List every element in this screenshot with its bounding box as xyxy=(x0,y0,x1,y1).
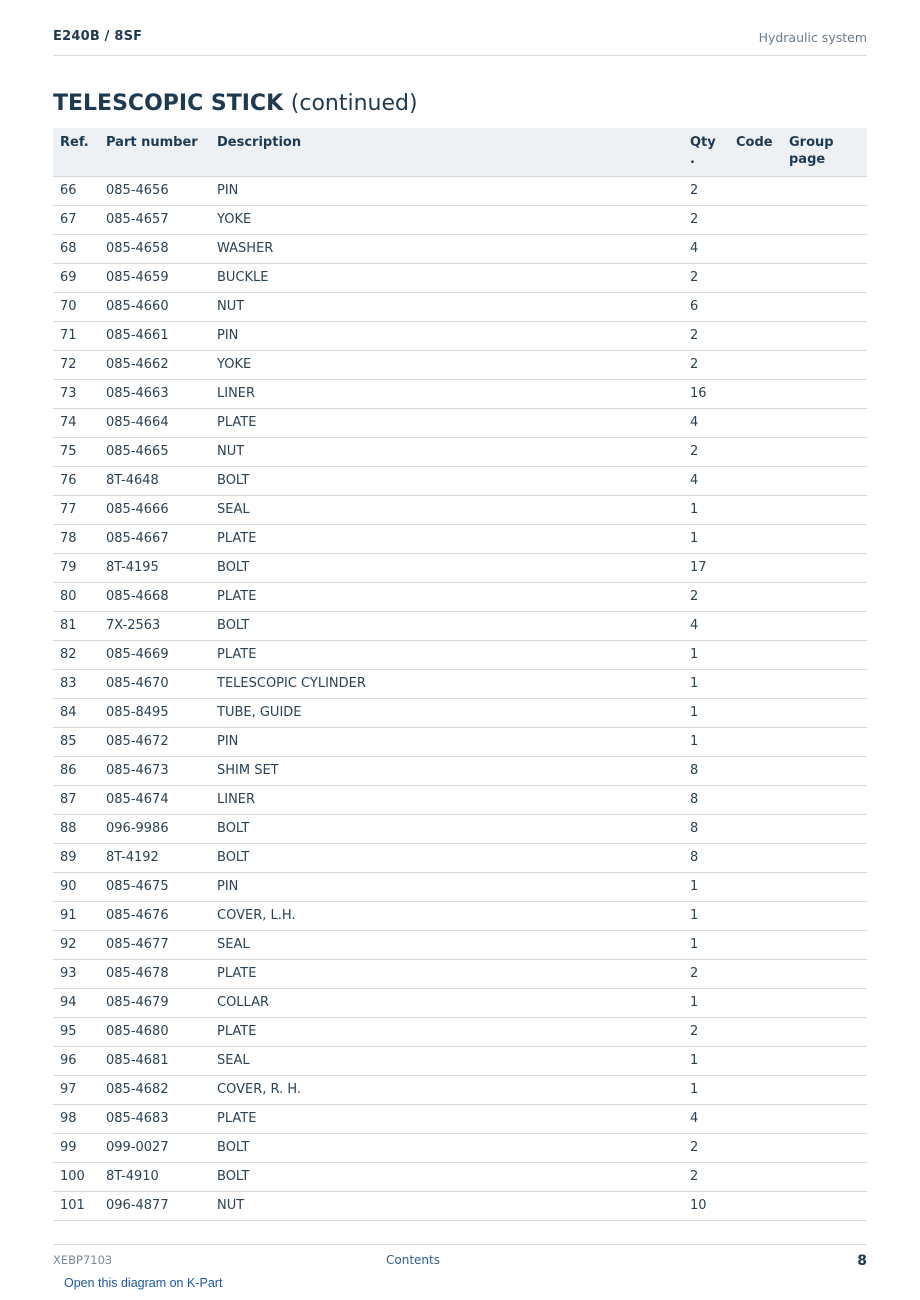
cell-part-number: 085-4668 xyxy=(99,582,210,611)
cell-code xyxy=(729,1104,782,1133)
cell-ref: 77 xyxy=(53,495,99,524)
table-row xyxy=(53,437,867,466)
cell-ref: 98 xyxy=(53,1104,99,1133)
table-row xyxy=(53,1133,867,1162)
cell-description: YOKE xyxy=(210,205,683,234)
col-header-group-page xyxy=(782,128,867,176)
cell-code xyxy=(729,292,782,321)
cell-part-number: 085-4659 xyxy=(99,263,210,292)
cell-code xyxy=(729,553,782,582)
cell-qty: 4 xyxy=(683,234,729,263)
cell-qty: 4 xyxy=(683,408,729,437)
cell-code xyxy=(729,698,782,727)
cell-part-number: 085-4663 xyxy=(99,379,210,408)
table-row xyxy=(53,553,867,582)
page-number: 8 xyxy=(857,1253,867,1269)
cell-description: PLATE xyxy=(210,640,683,669)
cell-part-number: 8T-4195 xyxy=(99,553,210,582)
cell-group-page xyxy=(782,437,867,466)
page-title-subtitle: (continued) xyxy=(290,91,418,116)
cell-qty: 6 xyxy=(683,292,729,321)
table-row xyxy=(53,930,867,959)
cell-ref: 74 xyxy=(53,408,99,437)
table-row xyxy=(53,727,867,756)
cell-description: SHIM SET xyxy=(210,756,683,785)
table-row xyxy=(53,901,867,930)
cell-group-page xyxy=(782,408,867,437)
cell-group-page xyxy=(782,553,867,582)
cell-ref: 82 xyxy=(53,640,99,669)
table-row xyxy=(53,379,867,408)
cell-part-number: 085-4665 xyxy=(99,437,210,466)
cell-description: BOLT xyxy=(210,843,683,872)
cell-description: COVER, R. H. xyxy=(210,1075,683,1104)
kpart-diagram-link[interactable]: Open this diagram on K-Part xyxy=(64,1276,223,1290)
cell-qty: 1 xyxy=(683,727,729,756)
cell-ref: 68 xyxy=(53,234,99,263)
cell-code xyxy=(729,901,782,930)
cell-group-page xyxy=(782,640,867,669)
cell-part-number: 085-4670 xyxy=(99,669,210,698)
cell-part-number: 096-9986 xyxy=(99,814,210,843)
cell-group-page xyxy=(782,234,867,263)
cell-code xyxy=(729,959,782,988)
cell-group-page xyxy=(782,205,867,234)
cell-ref: 75 xyxy=(53,437,99,466)
col-header-qty xyxy=(683,128,729,176)
cell-part-number: 085-4658 xyxy=(99,234,210,263)
table-row xyxy=(53,1075,867,1104)
cell-ref: 90 xyxy=(53,872,99,901)
cell-code xyxy=(729,176,782,205)
cell-qty: 8 xyxy=(683,843,729,872)
cell-part-number: 8T-4910 xyxy=(99,1162,210,1191)
table-row xyxy=(53,1046,867,1075)
cell-part-number: 085-4664 xyxy=(99,408,210,437)
cell-group-page xyxy=(782,524,867,553)
table-row xyxy=(53,611,867,640)
cell-description: BOLT xyxy=(210,553,683,582)
cell-group-page xyxy=(782,611,867,640)
table-row xyxy=(53,988,867,1017)
cell-description: COVER, L.H. xyxy=(210,901,683,930)
cell-group-page xyxy=(782,872,867,901)
cell-part-number: 085-4677 xyxy=(99,930,210,959)
col-header-group-line2: page xyxy=(789,152,826,167)
cell-qty: 4 xyxy=(683,466,729,495)
cell-code xyxy=(729,640,782,669)
cell-group-page xyxy=(782,1162,867,1191)
cell-group-page xyxy=(782,901,867,930)
cell-qty: 2 xyxy=(683,321,729,350)
cell-description: NUT xyxy=(210,1191,683,1220)
cell-code xyxy=(729,785,782,814)
cell-part-number: 085-4656 xyxy=(99,176,210,205)
cell-qty: 1 xyxy=(683,988,729,1017)
cell-ref: 73 xyxy=(53,379,99,408)
table-row xyxy=(53,669,867,698)
parts-table-body xyxy=(53,176,867,1220)
cell-qty: 2 xyxy=(683,582,729,611)
cell-description: PIN xyxy=(210,727,683,756)
cell-description: BUCKLE xyxy=(210,263,683,292)
cell-description: YOKE xyxy=(210,350,683,379)
cell-description: SEAL xyxy=(210,495,683,524)
cell-ref: 76 xyxy=(53,466,99,495)
cell-code xyxy=(729,437,782,466)
cell-part-number: 085-8495 xyxy=(99,698,210,727)
table-row xyxy=(53,205,867,234)
cell-description: PLATE xyxy=(210,959,683,988)
cell-part-number: 085-4683 xyxy=(99,1104,210,1133)
table-row xyxy=(53,263,867,292)
cell-group-page xyxy=(782,843,867,872)
cell-code xyxy=(729,611,782,640)
cell-code xyxy=(729,350,782,379)
cell-qty: 1 xyxy=(683,495,729,524)
cell-ref: 79 xyxy=(53,553,99,582)
machine-model: E240B / 8SF xyxy=(53,29,143,44)
cell-description: NUT xyxy=(210,437,683,466)
table-row xyxy=(53,814,867,843)
cell-qty: 2 xyxy=(683,1162,729,1191)
col-header-ref: Ref. xyxy=(53,128,99,176)
cell-code xyxy=(729,1046,782,1075)
cell-group-page xyxy=(782,814,867,843)
cell-group-page xyxy=(782,1191,867,1220)
cell-qty: 1 xyxy=(683,930,729,959)
cell-qty: 8 xyxy=(683,814,729,843)
col-header-part-number: Part number xyxy=(99,128,210,176)
cell-group-page xyxy=(782,176,867,205)
cell-ref: 96 xyxy=(53,1046,99,1075)
cell-code xyxy=(729,988,782,1017)
cell-ref: 80 xyxy=(53,582,99,611)
cell-part-number: 085-4682 xyxy=(99,1075,210,1104)
cell-group-page xyxy=(782,1133,867,1162)
col-header-code: Code xyxy=(729,128,782,176)
cell-qty: 4 xyxy=(683,611,729,640)
cell-ref: 87 xyxy=(53,785,99,814)
cell-ref: 99 xyxy=(53,1133,99,1162)
cell-qty: 2 xyxy=(683,176,729,205)
cell-code xyxy=(729,408,782,437)
page-title xyxy=(53,89,418,119)
cell-part-number: 085-4681 xyxy=(99,1046,210,1075)
cell-qty: 2 xyxy=(683,263,729,292)
cell-description: PLATE xyxy=(210,408,683,437)
cell-group-page xyxy=(782,263,867,292)
cell-ref: 88 xyxy=(53,814,99,843)
table-header-row xyxy=(53,128,867,176)
contents-link[interactable]: Contents xyxy=(386,1253,440,1267)
table-row xyxy=(53,495,867,524)
cell-part-number: 099-0027 xyxy=(99,1133,210,1162)
cell-description: PLATE xyxy=(210,524,683,553)
table-row xyxy=(53,872,867,901)
document-code: XEBP7103 xyxy=(53,1253,113,1267)
cell-code xyxy=(729,1075,782,1104)
cell-ref: 97 xyxy=(53,1075,99,1104)
table-row xyxy=(53,466,867,495)
cell-code xyxy=(729,1017,782,1046)
cell-ref: 100 xyxy=(53,1162,99,1191)
cell-qty: 16 xyxy=(683,379,729,408)
cell-qty: 10 xyxy=(683,1191,729,1220)
cell-qty: 1 xyxy=(683,669,729,698)
cell-part-number: 085-4666 xyxy=(99,495,210,524)
cell-part-number: 8T-4648 xyxy=(99,466,210,495)
cell-code xyxy=(729,669,782,698)
cell-part-number: 085-4678 xyxy=(99,959,210,988)
cell-ref: 83 xyxy=(53,669,99,698)
cell-qty: 1 xyxy=(683,1046,729,1075)
cell-ref: 91 xyxy=(53,901,99,930)
cell-group-page xyxy=(782,495,867,524)
cell-code xyxy=(729,582,782,611)
cell-code xyxy=(729,1162,782,1191)
table-row xyxy=(53,640,867,669)
cell-group-page xyxy=(782,727,867,756)
table-row xyxy=(53,582,867,611)
cell-qty: 2 xyxy=(683,959,729,988)
cell-description: LINER xyxy=(210,785,683,814)
table-row xyxy=(53,1191,867,1220)
cell-part-number: 085-4679 xyxy=(99,988,210,1017)
table-row xyxy=(53,698,867,727)
cell-code xyxy=(729,263,782,292)
cell-description: PLATE xyxy=(210,1104,683,1133)
cell-ref: 89 xyxy=(53,843,99,872)
cell-ref: 72 xyxy=(53,350,99,379)
cell-group-page xyxy=(782,350,867,379)
cell-part-number: 085-4660 xyxy=(99,292,210,321)
cell-code xyxy=(729,814,782,843)
cell-ref: 92 xyxy=(53,930,99,959)
page-header xyxy=(53,29,867,56)
table-row xyxy=(53,785,867,814)
cell-qty: 2 xyxy=(683,350,729,379)
table-row xyxy=(53,959,867,988)
cell-part-number: 8T-4192 xyxy=(99,843,210,872)
cell-code xyxy=(729,1191,782,1220)
cell-code xyxy=(729,205,782,234)
cell-qty: 4 xyxy=(683,1104,729,1133)
cell-qty: 1 xyxy=(683,872,729,901)
cell-description: PIN xyxy=(210,321,683,350)
cell-description: PLATE xyxy=(210,582,683,611)
cell-code xyxy=(729,756,782,785)
cell-part-number: 085-4675 xyxy=(99,872,210,901)
cell-part-number: 085-4680 xyxy=(99,1017,210,1046)
cell-qty: 1 xyxy=(683,1075,729,1104)
cell-code xyxy=(729,234,782,263)
cell-qty: 1 xyxy=(683,698,729,727)
cell-group-page xyxy=(782,698,867,727)
cell-part-number: 085-4661 xyxy=(99,321,210,350)
cell-code xyxy=(729,1133,782,1162)
table-row xyxy=(53,408,867,437)
cell-group-page xyxy=(782,582,867,611)
cell-description: NUT xyxy=(210,292,683,321)
cell-group-page xyxy=(782,466,867,495)
table-row xyxy=(53,176,867,205)
cell-code xyxy=(729,321,782,350)
parts-table xyxy=(53,128,867,1221)
cell-description: PIN xyxy=(210,176,683,205)
cell-group-page xyxy=(782,930,867,959)
cell-group-page xyxy=(782,1104,867,1133)
cell-group-page xyxy=(782,669,867,698)
cell-qty: 8 xyxy=(683,756,729,785)
cell-qty: 2 xyxy=(683,205,729,234)
cell-description: SEAL xyxy=(210,930,683,959)
cell-description: PIN xyxy=(210,872,683,901)
cell-code xyxy=(729,843,782,872)
cell-group-page xyxy=(782,785,867,814)
cell-part-number: 085-4674 xyxy=(99,785,210,814)
page-title-main: TELESCOPIC STICK xyxy=(53,91,284,116)
cell-part-number: 7X-2563 xyxy=(99,611,210,640)
cell-part-number: 085-4672 xyxy=(99,727,210,756)
cell-code xyxy=(729,930,782,959)
cell-description: TUBE, GUIDE xyxy=(210,698,683,727)
cell-part-number: 085-4657 xyxy=(99,205,210,234)
cell-part-number: 085-4676 xyxy=(99,901,210,930)
cell-code xyxy=(729,466,782,495)
cell-ref: 71 xyxy=(53,321,99,350)
cell-qty: 1 xyxy=(683,640,729,669)
cell-ref: 84 xyxy=(53,698,99,727)
cell-part-number: 085-4669 xyxy=(99,640,210,669)
col-header-qty-line2: . xyxy=(690,152,695,167)
table-row xyxy=(53,1017,867,1046)
cell-description: BOLT xyxy=(210,1162,683,1191)
cell-ref: 70 xyxy=(53,292,99,321)
cell-description: COLLAR xyxy=(210,988,683,1017)
cell-ref: 66 xyxy=(53,176,99,205)
cell-description: BOLT xyxy=(210,1133,683,1162)
cell-ref: 101 xyxy=(53,1191,99,1220)
cell-ref: 67 xyxy=(53,205,99,234)
cell-qty: 1 xyxy=(683,524,729,553)
cell-description: PLATE xyxy=(210,1017,683,1046)
cell-ref: 81 xyxy=(53,611,99,640)
col-header-qty-line1: Qty xyxy=(690,135,716,150)
section-name: Hydraulic system xyxy=(758,30,867,45)
table-row xyxy=(53,1104,867,1133)
cell-ref: 78 xyxy=(53,524,99,553)
cell-group-page xyxy=(782,756,867,785)
table-row xyxy=(53,524,867,553)
cell-part-number: 085-4662 xyxy=(99,350,210,379)
cell-group-page xyxy=(782,1046,867,1075)
cell-qty: 2 xyxy=(683,1017,729,1046)
col-header-description: Description xyxy=(210,128,683,176)
cell-qty: 2 xyxy=(683,1133,729,1162)
cell-description: WASHER xyxy=(210,234,683,263)
cell-ref: 93 xyxy=(53,959,99,988)
cell-description: LINER xyxy=(210,379,683,408)
cell-description: TELESCOPIC CYLINDER xyxy=(210,669,683,698)
cell-code xyxy=(729,872,782,901)
cell-ref: 94 xyxy=(53,988,99,1017)
cell-part-number: 085-4673 xyxy=(99,756,210,785)
cell-group-page xyxy=(782,959,867,988)
table-row xyxy=(53,843,867,872)
cell-ref: 86 xyxy=(53,756,99,785)
cell-qty: 1 xyxy=(683,901,729,930)
cell-group-page xyxy=(782,1017,867,1046)
cell-code xyxy=(729,524,782,553)
page-footer xyxy=(53,1244,867,1275)
table-row xyxy=(53,350,867,379)
cell-ref: 69 xyxy=(53,263,99,292)
cell-code xyxy=(729,727,782,756)
cell-ref: 95 xyxy=(53,1017,99,1046)
cell-description: BOLT xyxy=(210,814,683,843)
table-row xyxy=(53,292,867,321)
col-header-group-line1: Group xyxy=(789,135,834,150)
cell-code xyxy=(729,495,782,524)
cell-part-number: 085-4667 xyxy=(99,524,210,553)
cell-code xyxy=(729,379,782,408)
cell-part-number: 096-4877 xyxy=(99,1191,210,1220)
cell-description: BOLT xyxy=(210,611,683,640)
cell-group-page xyxy=(782,1075,867,1104)
cell-description: BOLT xyxy=(210,466,683,495)
cell-group-page xyxy=(782,379,867,408)
cell-group-page xyxy=(782,292,867,321)
table-row xyxy=(53,756,867,785)
table-row xyxy=(53,1162,867,1191)
cell-ref: 85 xyxy=(53,727,99,756)
cell-qty: 8 xyxy=(683,785,729,814)
cell-group-page xyxy=(782,988,867,1017)
cell-group-page xyxy=(782,321,867,350)
cell-qty: 2 xyxy=(683,437,729,466)
table-row xyxy=(53,234,867,263)
cell-description: SEAL xyxy=(210,1046,683,1075)
cell-qty: 17 xyxy=(683,553,729,582)
table-row xyxy=(53,321,867,350)
